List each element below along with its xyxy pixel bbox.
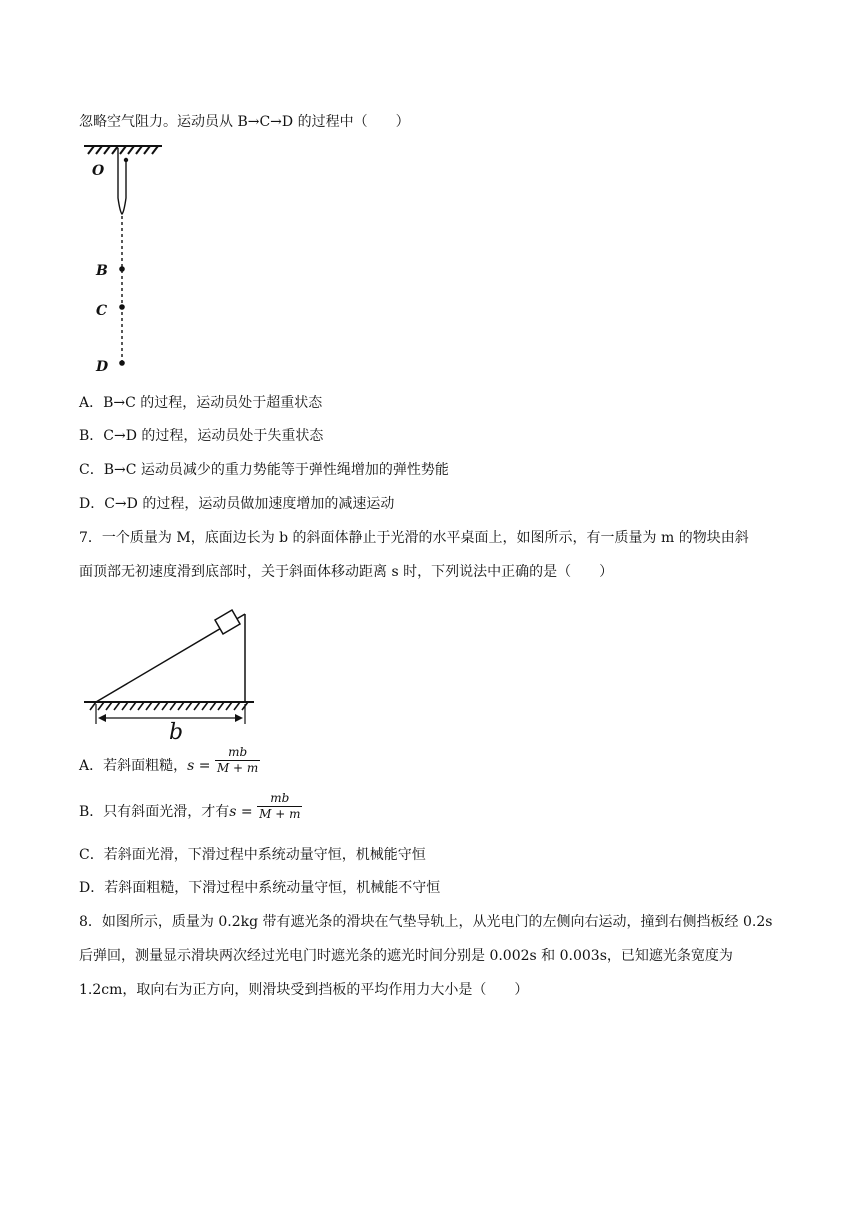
q7-option-b (79, 790, 302, 822)
q6-stem: 忽略空气阻力。运动员从 B→C→D 的过程中（ ） (79, 114, 410, 130)
q7-stem-line1: 7．一个质量为 M，底面边长为 b 的斜面体静止于光滑的水平桌面上，如图所示，有一质量为 m 的物块由斜 (79, 530, 749, 546)
base-label-b: b (169, 720, 184, 745)
fraction-denominator: M + m (216, 760, 259, 775)
bungee-cord (118, 148, 128, 214)
bungee-figure (80, 140, 170, 375)
point-b (119, 266, 125, 272)
label-d: D (96, 359, 109, 375)
q7-option-a-eq: s = (187, 758, 211, 774)
q7-option-a (79, 744, 260, 776)
label-c: C (96, 303, 108, 319)
point-c (119, 304, 125, 310)
q7-stem-line2: 面顶部无初速度滑到底部时，关于斜面体移动距离 s 时，下列说法中正确的是（ ） (79, 564, 614, 580)
incline-figure (82, 594, 262, 744)
q7-option-a-fraction (215, 745, 260, 776)
q8-stem-line1: 8．如图所示，质量为 0.2kg 带有遮光条的滑块在气垫导轨上，从光电门的左侧向右运动，撞到右侧挡板经 0.2s (79, 914, 773, 930)
fraction-numerator: mb (228, 744, 248, 759)
block (215, 610, 240, 634)
fraction-numerator: mb (270, 790, 290, 805)
q7-option-a-prefix: A．若斜面粗糙， (79, 758, 188, 774)
label-b: B (96, 263, 108, 279)
q8-stem-line2: 后弹回，测量显示滑块两次经过光电门时遮光条的遮光时间分别是 0.002s 和 0.003s，已知遮光条宽度为 (79, 948, 733, 964)
table-hatch (84, 702, 254, 710)
q6-option-a: A．B→C 的过程，运动员处于超重状态 (79, 395, 323, 411)
label-o: O (92, 163, 105, 179)
q6-option-d: D．C→D 的过程，运动员做加速度增加的减速运动 (79, 496, 395, 512)
q7-option-d: D．若斜面粗糙，下滑过程中系统动量守恒，机械能不守恒 (79, 880, 441, 896)
fraction-denominator: M + m (259, 806, 301, 821)
q7-option-b-fraction (257, 791, 302, 822)
ceiling-hatch (84, 146, 162, 154)
point-d (119, 360, 125, 366)
q7-option-c: C．若斜面光滑，下滑过程中系统动量守恒，机械能守恒 (79, 847, 426, 863)
q6-option-c: C．B→C 运动员减少的重力势能等于弹性绳增加的弹性势能 (79, 462, 449, 478)
q7-option-b-eq: s = (229, 804, 253, 820)
q7-option-b-prefix: B．只有斜面光滑，才有 (79, 804, 230, 820)
q6-option-b: B．C→D 的过程，运动员处于失重状态 (79, 428, 324, 444)
q8-stem-line3: 1.2cm，取向右为正方向，则滑块受到挡板的平均作用力大小是（ ） (79, 982, 529, 998)
